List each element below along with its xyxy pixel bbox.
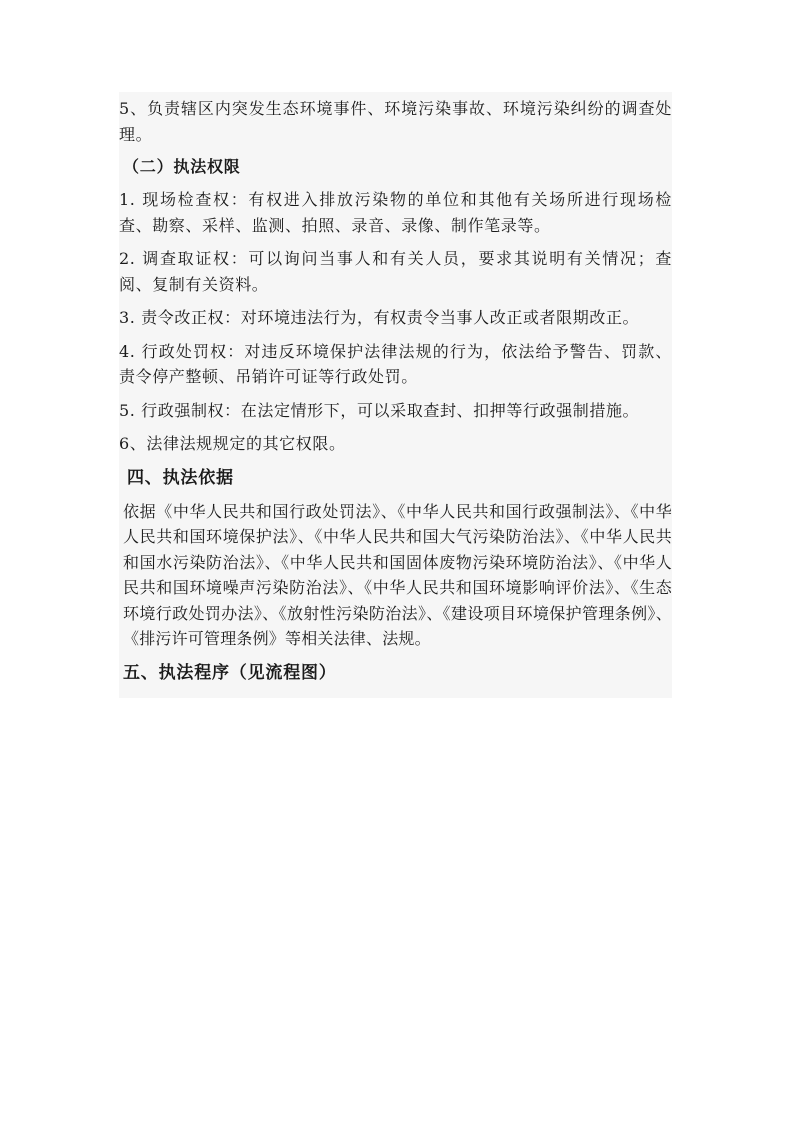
power-item-4: 4. 行政处罚权：对违反环境保护法律法规的行为，依法给予警告、罚款、责令停产整顿、吊销许可证等行政处罚。	[119, 341, 672, 386]
power-item-5: 5. 行政强制权：在法定情形下，可以采取查封、扣押等行政强制措施。	[119, 400, 640, 420]
duty-item-5: 5、负责辖区内突发生态环境事件、环境污染事故、环境污染纠纷的调查处理。	[119, 99, 672, 144]
section-heading-procedure: 五、执法程序（见流程图）	[123, 662, 337, 683]
legal-basis-text: 依据《中华人民共和国行政处罚法》、《中华人民共和国行政强制法》、《中华人民共和国环境保护法》、《中华人民共和国大气污染防治法》、《中华人民共和国水污染防治法》、《中华人民共和国固体废物污染环境防治法》、《中华人民共和国环境噪声污染防治法》、《中华人民共和国环境影响评价法》、《生态环境行政处罚办法》、《放射性污染防治法》、《建设项目环境保护管理条例》、《排污许可管理条例》等相关法律、法规。	[123, 501, 672, 648]
power-item-6: 6、法律法规规定的其它权限。	[119, 434, 346, 453]
power-item-3: 3. 责令改正权：对环境违法行为，有权责令当事人改正或者限期改正。	[119, 308, 640, 327]
section-heading-basis: 四、执法依据	[127, 467, 234, 488]
power-item-1: 1. 现场检查权：有权进入排放污染物的单位和其他有关场所进行现场检查、勘察、采样、监测、拍照、录音、录像、制作笔录等。	[119, 190, 672, 235]
document-body	[119, 92, 672, 698]
section-heading-powers: （二）执法权限	[123, 157, 241, 176]
power-item-2: 2. 调查取证权：可以询问当事人和有关人员，要求其说明有关情况；查阅、复制有关资料。	[119, 249, 672, 294]
